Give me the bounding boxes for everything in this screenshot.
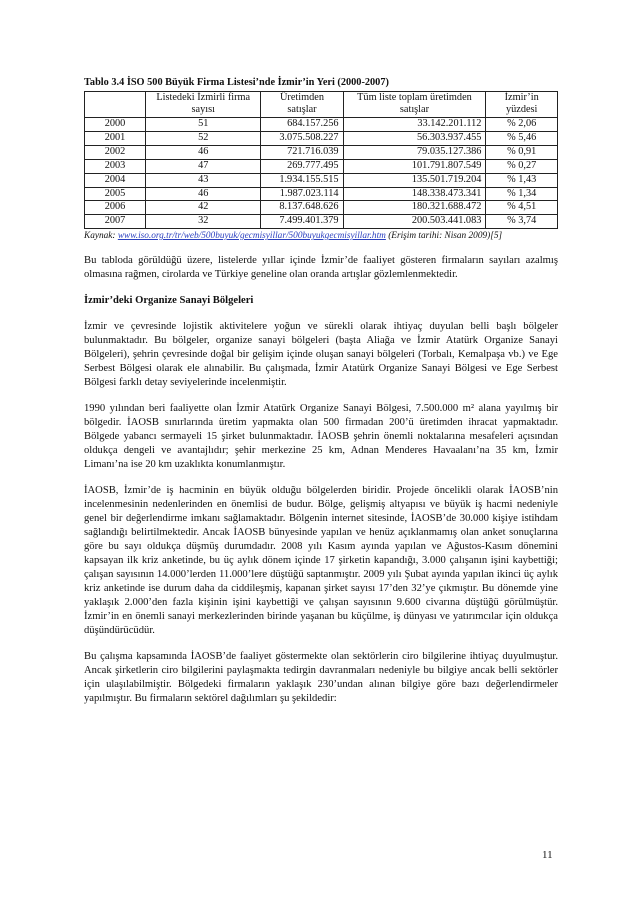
cell-year: 2001	[85, 132, 146, 146]
cell-sales: 1.934.155.515	[261, 173, 343, 187]
cell-sales: 8.137.648.626	[261, 201, 343, 215]
source-link[interactable]: www.iso.org.tr/tr/web/500buyuk/gecmisyillar/500buyukgecmisyillar.htm	[117, 231, 386, 242]
cell-sales: 721.716.039	[261, 146, 343, 160]
page-number: 11	[542, 849, 553, 861]
cell-firm-count: 46	[146, 187, 261, 201]
cell-firm-count: 52	[146, 132, 261, 146]
cell-total-sales: 101.791.807.549	[343, 159, 486, 173]
cell-izmir-percent: % 0,91	[486, 146, 558, 160]
table-title: Tablo 3.4 İSO 500 Büyük Firma Listesi’nde İzmir’in Yeri (2000-2007)	[84, 77, 389, 88]
cell-sales: 684.157.256	[261, 118, 343, 132]
header-year	[85, 91, 146, 118]
table-row	[85, 146, 558, 160]
table-source	[84, 230, 558, 242]
cell-year: 2005	[85, 187, 146, 201]
cell-total-sales: 200.503.441.083	[343, 215, 486, 229]
cell-sales: 269.777.495	[261, 159, 343, 173]
cell-year: 2004	[85, 173, 146, 187]
table-row	[85, 187, 558, 201]
table-row	[85, 132, 558, 146]
cell-firm-count: 47	[146, 159, 261, 173]
cell-firm-count: 43	[146, 173, 261, 187]
header-total-sales: Tüm liste toplam üretimden satışlar	[343, 91, 486, 118]
paragraph-table-summary: Bu tabloda görüldüğü üzere, listelerde yıllar içinde İzmir’de faaliyet gösteren firmaların sayıları azalmış olmasına rağmen, cirolarda ve Türkiye geneline olan oranda artışlar gözlemlenmektedir.	[84, 255, 558, 281]
paragraph-iaosb-employment: İAOSB, İzmir’de iş hacminin en büyük olduğu bölgelerden biridir. Projede öncelikli olarak İAOSB’nin incelenmesinin nedenlerinden en önemlisi de budur. Bölge, gelişmiş altyapısı ve büyük iş hacmi nedeniyle genel bir değerlendirme imkanı sağlamaktadır. Bölgenin internet sitesinde, İAOSB’de 30.000 kişiye istihdam sağlandığı belirtilmektedir. Ancak İAOSB bünyesinde yapılan ve henüz açıklanmamış olan anket sonuçlarına göre bu sayı oldukça düşmüş durumdadır. 2008 yılı Kasım ayında yapılan ve Ağustos-Kasım dönemini kapsayan ilk kriz anketinde, bu üç aylık dönem içinde 17 şirketin kapandığı, 3.000 çalışanın işini kaybettiği; çalışan sayısının 14.000’lerden 11.000’lere düştüğü saptanmıştır. 2009 yılı Şubat ayında yapılan ikinci üç aylık kriz anketinde ise durum daha da ciddileşmiş, kapanan şirket sayısı 17’den 32’ye çıkmıştır. Bu dönemde yine yaklaşık 2.000’den fazla kişinin işini kaybettiği ve çalışan sayısının 9.600 civarına düştüğü görülmüştür. İzmir’in en önemli sanayi merkezlerinden birinde yaşanan bu küçülme, iş dünyası ve yatırımcılar için oldukça düşündürücüdür.	[84, 485, 558, 636]
cell-izmir-percent: % 4,51	[486, 201, 558, 215]
paragraph-logistics-regions: İzmir ve çevresinde lojistik aktivitelere yoğun ve sürekli olarak ihtiyaç duyulan belli başlı bölgeler bulunmaktadır. Bu bölgeler, organize sanayi bölgeleri (başta Aliağa ve İzmir Atatürk Organize Sanayi Bölgeleri), şehrin çevresinde doğal bir gelişim içinde oluşan sanayi bölgeleri (Torbalı, Kemalpaşa vb.) ve Ege Serbest Bölgesi olarak ele alınabilir. Bu çalışmada, İzmir Atatürk Organize Sanayi Bölgesi ve Ege Serbest Bölgesi farklı detay seviyelerinde incelenmiştir.	[84, 321, 558, 389]
table-row	[85, 159, 558, 173]
source-prefix: Kaynak:	[84, 231, 118, 242]
cell-izmir-percent: % 1,34	[486, 187, 558, 201]
table-row	[85, 173, 558, 187]
table-row	[85, 201, 558, 215]
cell-izmir-percent: % 1,43	[486, 173, 558, 187]
cell-izmir-percent: % 5,46	[486, 132, 558, 146]
table-header-row	[85, 91, 558, 118]
cell-sales: 3.075.508.227	[261, 132, 343, 146]
cell-total-sales: 180.321.688.472	[343, 201, 486, 215]
cell-firm-count: 51	[146, 118, 261, 132]
cell-firm-count: 32	[146, 215, 261, 229]
cell-total-sales: 33.142.201.112	[343, 118, 486, 132]
cell-izmir-percent: % 0,27	[486, 159, 558, 173]
cell-firm-count: 42	[146, 201, 261, 215]
section-heading: İzmir’deki Organize Sanayi Bölgeleri	[84, 295, 254, 307]
cell-year: 2002	[85, 146, 146, 160]
cell-year: 2003	[85, 159, 146, 173]
paragraph-sector-data: Bu çalışma kapsamında İAOSB’de faaliyet göstermekte olan sektörlerin ciro bilgilerine ihtiyaç duyulmuştur. Ancak şirketlerin ciro bilgilerini paylaşmakta tedirgin davranmaları nedeniyle bu bilgiye ancak belli sektörler için ulaşılabilmiştir. Bölgedeki firmaların yaklaşık 230’undan alınan bilgiye göre bazı değerlendirmeler yapılmıştır. Bu firmaların sektörel dağılımları şu şekildedir:	[84, 650, 558, 704]
firm-table	[84, 91, 558, 230]
cell-year: 2006	[85, 201, 146, 215]
document-page	[84, 76, 558, 706]
paragraph-iaosb-location: 1990 yılından beri faaliyette olan İzmir Atatürk Organize Sanayi Bölgesi, 7.500.000 m² alana yayılmış bir bölgedir. İAOSB sınırlarında üretim yapmakta olan 500 firmadan 200’ü üretimden ihracat yapmaktadır. Bölgede yabancı sermayeli 15 şirket bulunmaktadır. İAOSB şehrin önemli noktalarına mesafeleri açısından oldukça dengeli ve avantajlıdır; şehir merkezine 25 km, Adnan Menderes Havaalanı’na 35 km, İzmir Limanı’na ise 20 km uzaklıkta konumlanmıştır.	[84, 403, 558, 471]
source-suffix: (Erişim tarihi: Nisan 2009)[5]	[385, 231, 503, 242]
header-sales: Üretimden satışlar	[261, 91, 343, 118]
cell-total-sales: 135.501.719.204	[343, 173, 486, 187]
cell-year: 2000	[85, 118, 146, 132]
cell-total-sales: 148.338.473.341	[343, 187, 486, 201]
cell-total-sales: 56.303.937.455	[343, 132, 486, 146]
header-izmir-percent: İzmir’in yüzdesi	[486, 91, 558, 118]
cell-year: 2007	[85, 215, 146, 229]
cell-firm-count: 46	[146, 146, 261, 160]
cell-total-sales: 79.035.127.386	[343, 146, 486, 160]
header-firm-count: Listedeki İzmirli firma sayısı	[146, 91, 261, 118]
table-row	[85, 118, 558, 132]
cell-izmir-percent: % 3,74	[486, 215, 558, 229]
table-row	[85, 215, 558, 229]
cell-sales: 7.499.401.379	[261, 215, 343, 229]
cell-sales: 1.987.023.114	[261, 187, 343, 201]
cell-izmir-percent: % 2,06	[486, 118, 558, 132]
